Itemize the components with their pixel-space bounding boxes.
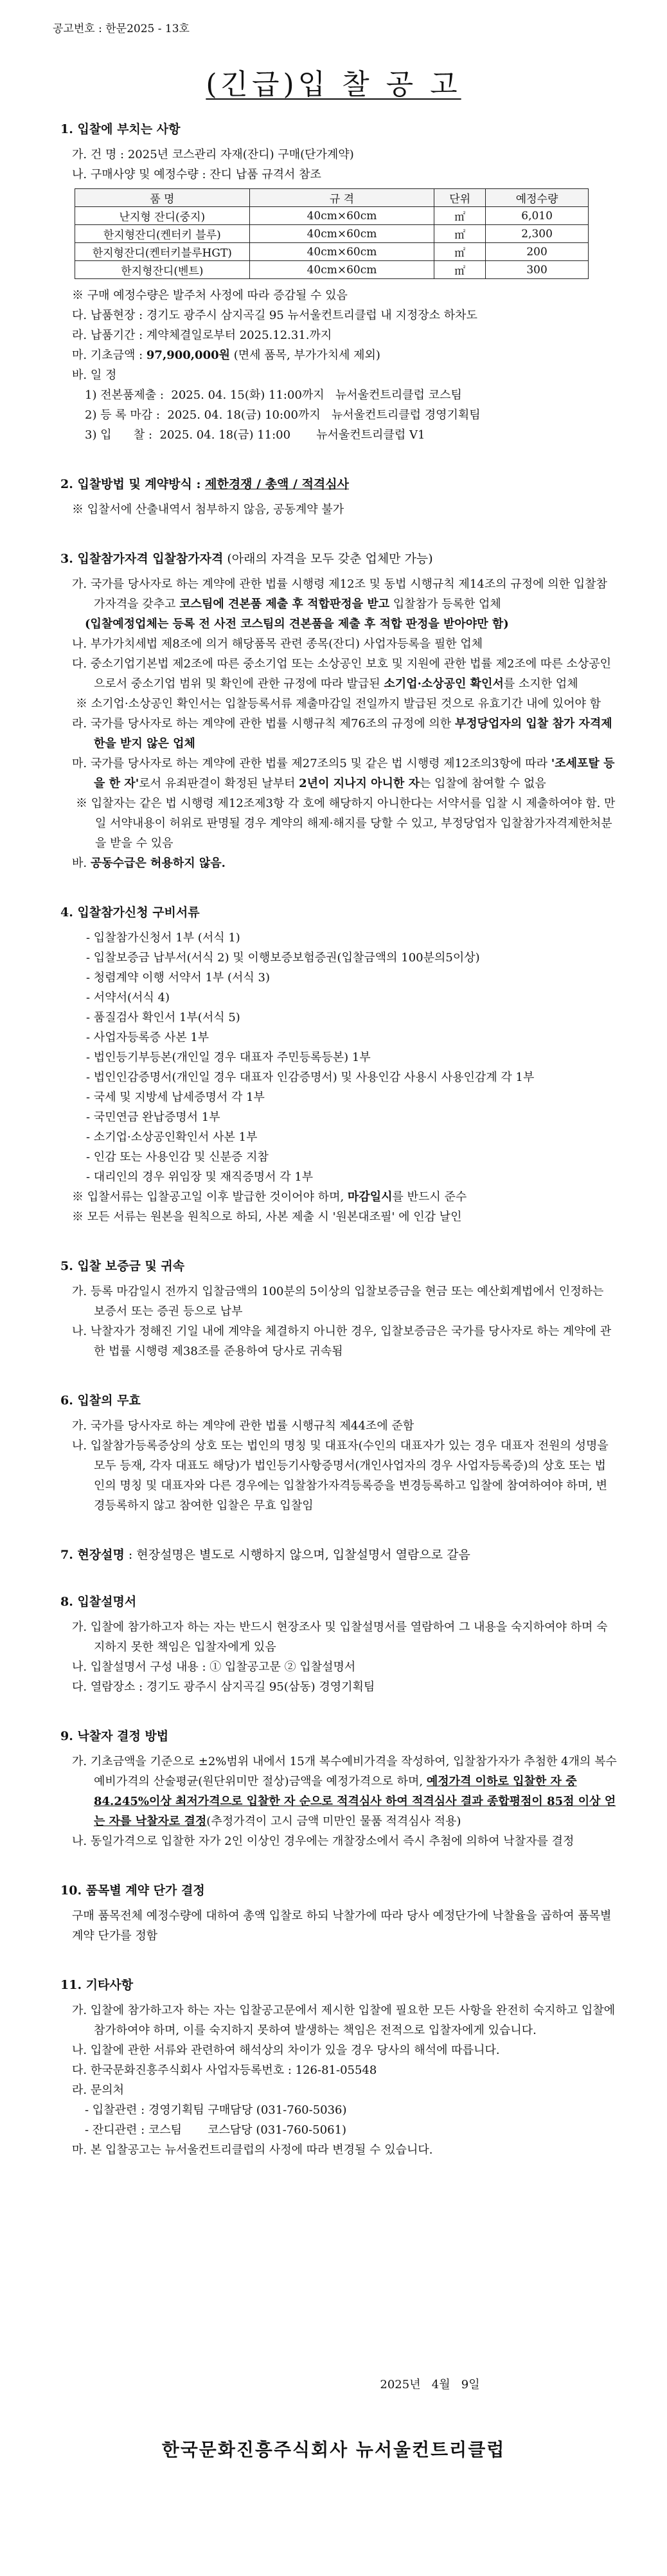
table-row <box>75 207 589 225</box>
spec-doc-na: 나. 입찰설명서 구성 내용 : ① 입찰공고문 ② 입찰설명서 <box>72 1660 356 1674</box>
col-header: 규 격 <box>249 189 434 207</box>
qualification-ma: 마. 국가를 당사자로 하는 계약에 관한 법률 제27조의5 및 같은 법 시행령 제12조의3항에 따라 '조세포탈 등을 한 자'로서 유죄판결이 확정된 날부터 2년이 지나지 아니한 자는 입찰에 참여할 수 없음 <box>72 757 615 790</box>
item-spec: 나. 구매사양 및 예정수량 : 잔디 납품 규격서 참조 <box>72 168 321 181</box>
list-item: - 인감 또는 사용인감 및 신분증 지참 <box>86 1150 269 1164</box>
misc-ga: 가. 입찰에 참가하고자 하는 자는 입찰공고문에서 제시한 입찰에 필요한 모든 사항을 완전히 숙지하고 입찰에 참가하여야 하며, 이를 숙지하지 못하여 발생하는 책임은 전적으로 입찰자에게 있습니다. <box>72 2004 616 2037</box>
page-title: (긴급)입 찰 공 고 <box>206 68 461 101</box>
delivery-site: 다. 납품현장 : 경기도 광주시 삼지곡길 95 뉴서울컨트리클럽 내 지정장소 하차도 <box>72 309 477 322</box>
notice-date: 2025년 4월 9일 <box>380 2378 480 2391</box>
cell: ㎡ <box>434 243 486 261</box>
section-2 <box>60 475 617 520</box>
list-item: - 소기업·소상공인확인서 사본 1부 <box>86 1130 258 1144</box>
list-item: - 청렴계약 이행 서약서 1부 (서식 3) <box>86 971 271 984</box>
section-8 <box>60 1592 617 1697</box>
qualification-na: 나. 부가가치세법 제8조에 의거 해당품목 관련 종목(잔디) 사업자등록을 필한 업체 <box>72 637 483 651</box>
section-2-heading: 2. 입찰방법 및 계약방식 : 제한경쟁 / 총액 / 적격심사 <box>60 477 349 491</box>
col-header: 단위 <box>434 189 486 207</box>
unit-price-text: 구매 품목전체 예정수량에 대하여 총액 입찰로 하되 낙찰가에 따라 당사 예정단가에 낙찰율을 곱하여 품목별 계약 단가를 정함 <box>72 1909 612 1943</box>
table-row <box>75 243 589 261</box>
table-header-row <box>75 189 589 207</box>
contact-turf: - 잔디관련 : 코스팀 코스담당 (031-760-5061) <box>85 2123 347 2137</box>
qualification-da-note: ※ 소기업·소상공인 확인서는 입찰등록서류 제출마감일 전일까지 발급된 것으로 유효기간 내에 있어야 함 <box>76 697 601 711</box>
table-row <box>75 261 589 279</box>
cell: 40cm×60cm <box>249 225 434 243</box>
col-header: 품 명 <box>75 189 250 207</box>
issuer-name: 한국문화진흥주식회사 뉴서울컨트리클럽 <box>161 2439 506 2460</box>
misc-ra: 라. 문의처 <box>72 2083 124 2097</box>
quantity-table <box>75 188 589 279</box>
cell: 40cm×60cm <box>249 207 434 225</box>
section-7 <box>60 1545 617 1563</box>
section-3 <box>60 549 617 873</box>
award-na: 나. 동일가격으로 입찰한 자가 2인 이상인 경우에는 개찰장소에서 즉시 추첨에 의하여 낙찰자를 결정 <box>72 1835 574 1848</box>
section-5-heading: 5. 입찰 보증금 및 귀속 <box>60 1259 185 1273</box>
section-11-heading: 11. 기타사항 <box>60 1978 134 1992</box>
list-item: - 대리인의 경우 위임장 및 재직증명서 각 1부 <box>86 1170 314 1184</box>
section-1-heading: 1. 입찰에 부치는 사항 <box>60 122 181 136</box>
delivery-period: 라. 납품기간 : 계약체결일로부터 2025.12.31.까지 <box>72 329 332 342</box>
qualification-da: 다. 중소기업기본법 제2조에 따른 중소기업 또는 소상공인 보호 및 지원에 관한 법률 제2조에 따른 소상공인으로서 중소기업 범위 및 확인에 관한 규정에 따라 발급된 소기업·소상공인 확인서를 소지한 업체 <box>72 657 612 691</box>
cell: 40cm×60cm <box>249 261 434 279</box>
schedule-label: 바. 일 정 <box>72 368 117 382</box>
schedule-item: 1) 전본품제출 : 2025. 04. 15(화) 11:00까지 뉴서울컨트리클럽 코스팀 <box>85 388 462 402</box>
item-title: 가. 건 명 : 2025년 코스관리 자재(잔디) 구매(단가계약) <box>72 148 354 161</box>
section-8-heading: 8. 입찰설명서 <box>60 1595 137 1609</box>
table-row <box>75 225 589 243</box>
qualification-ba: 바. 공동수급은 허용하지 않음. <box>72 857 226 870</box>
list-item: - 국세 및 지방세 납세증명서 각 1부 <box>86 1091 265 1104</box>
qualification-ga: 가. 국가를 당사자로 하는 계약에 관한 법률 시행령 제12조 및 동법 시행규칙 제14조의 규정에 의한 입찰참가자격을 갖추고 코스팀에 견본품 제출 후 적합판정을 받고 입찰참가 등록한 업체 <box>72 577 607 611</box>
section-3-heading: 3. 입찰참가자격 입찰참가자격 (아래의 자격을 모두 갖춘 업체만 가능) <box>60 552 433 566</box>
section-6 <box>60 1391 617 1516</box>
spec-doc-da: 다. 열람장소 : 경기도 광주시 삼지곡길 95(삼동) 경영기획팀 <box>72 1680 375 1694</box>
misc-da: 다. 한국문화진흥주식회사 사업자등록번호 : 126-81-05548 <box>72 2064 377 2077</box>
schedule-item: 2) 등 록 마감 : 2025. 04. 18(금) 10:00까지 뉴서울컨트리클럽 경영기획팀 <box>85 408 481 422</box>
section-9-heading: 9. 낙찰자 결정 방법 <box>60 1729 169 1743</box>
list-item: - 사업자등록증 사본 1부 <box>86 1031 209 1044</box>
col-header: 예정수량 <box>486 189 589 207</box>
qualification-ma-note: ※ 입찰자는 같은 법 시행령 제12조제3항 각 호에 해당하지 아니한다는 서약서를 입찰 시 제출하여야 함. 만일 서약내용이 허위로 판명될 경우 계약의 해제·해지를 당할 수 있고, 부정당업자 입찰참가자격제한처분을 받을 수 있음 <box>76 797 616 850</box>
section-11 <box>60 1975 617 2160</box>
section-1 <box>60 120 617 445</box>
cell: ㎡ <box>434 261 486 279</box>
cell: 40cm×60cm <box>249 243 434 261</box>
documents-note: ※ 입찰서류는 입찰공고일 이후 발급한 것이어야 하며, 마감일시를 반드시 준수 <box>72 1190 467 1204</box>
section-7-heading: 7. 현장설명 : 현장설명은 별도로 시행하지 않으며, 입찰설명서 열람으로 갈음 <box>60 1548 470 1562</box>
notice-body <box>60 120 617 2160</box>
qualification-ra: 라. 국가를 당사자로 하는 계약에 관한 법률 시행규칙 제76조의 규정에 의한 부정당업자의 입찰 참가 자격제한을 받지 않은 업체 <box>72 717 612 750</box>
invalid-ga: 가. 국가를 당사자로 하는 계약에 관한 법률 시행규칙 제44조에 준함 <box>72 1419 414 1433</box>
cell: 한지형잔디(벤트) <box>75 261 250 279</box>
qualification-note: (입찰예정업체는 등록 전 사전 코스팀의 견본품을 제출 후 적합 판정을 받아야만 함) <box>85 617 509 631</box>
list-item: - 입찰보증금 납부서(서식 2) 및 이행보증보험증권(입찰금액의 100분의5이상) <box>86 951 480 965</box>
cell: 6,010 <box>486 207 589 225</box>
misc-na: 나. 입찰에 관한 서류와 관련하여 해석상의 차이가 있을 경우 당사의 해석에 따릅니다. <box>72 2044 500 2057</box>
cell: 2,300 <box>486 225 589 243</box>
list-item: - 법인인감증명서(개인일 경우 대표자 인감증명서) 및 사용인감 사용시 사용인감계 각 1부 <box>86 1071 535 1084</box>
cell: 300 <box>486 261 589 279</box>
schedule-item: 3) 입 찰 : 2025. 04. 18(금) 11:00 뉴서울컨트리클럽 V1 <box>85 428 425 442</box>
section-10 <box>60 1881 617 1946</box>
spec-doc-ga: 가. 입찰에 참가하고자 하는 자는 반드시 현장조사 및 입찰설명서를 열람하여 그 내용을 숙지하여야 하며 숙지하지 못한 책임은 입찰자에게 있음 <box>72 1620 608 1654</box>
section-4-heading: 4. 입찰참가신청 구비서류 <box>60 905 200 920</box>
quantity-note: ※ 구매 예정수량은 발주처 사정에 따라 증감될 수 있음 <box>72 289 348 302</box>
notice-number: 공고번호 : 한문2025 - 13호 <box>53 23 190 35</box>
base-amount: 마. 기초금액 : 97,900,000원 (면세 품목, 부가가치세 제외) <box>72 349 380 362</box>
documents-note: ※ 모든 서류는 원본을 원칙으로 하되, 사본 제출 시 '원본대조필' 에 인감 날인 <box>72 1210 462 1224</box>
list-item: - 법인등기부등본(개인일 경우 대표자 주민등록등본) 1부 <box>86 1051 371 1064</box>
cell: 한지형잔디(켄터키 블루) <box>75 225 250 243</box>
list-item: - 서약서(서식 4) <box>86 991 170 1004</box>
list-item: - 입찰참가신청서 1부 (서식 1) <box>86 931 240 945</box>
misc-ma: 마. 본 입찰공고는 뉴서울컨트리클럽의 사정에 따라 변경될 수 있습니다. <box>72 2143 433 2157</box>
deposit-na: 나. 낙찰자가 정해진 기일 내에 계약을 체결하지 아니한 경우, 입찰보증금은 국가를 당사자로 하는 계약에 관한 법률 시행령 제38조를 준용하여 당사로 귀속됨 <box>72 1325 612 1358</box>
contact-bid: - 입찰관련 : 경영기획팀 구매담당 (031-760-5036) <box>85 2103 347 2117</box>
cell: 난지형 잔디(중지) <box>75 207 250 225</box>
list-item: - 품질검사 확인서 1부(서식 5) <box>86 1011 240 1024</box>
cell: ㎡ <box>434 207 486 225</box>
cell: 200 <box>486 243 589 261</box>
section-5 <box>60 1256 617 1361</box>
section-6-heading: 6. 입찰의 무효 <box>60 1393 141 1408</box>
section-9 <box>60 1727 617 1851</box>
cell: 한지형잔디(켄터키블루HGT) <box>75 243 250 261</box>
section-10-heading: 10. 품목별 계약 단가 결정 <box>60 1883 205 1898</box>
cell: ㎡ <box>434 225 486 243</box>
invalid-na: 나. 입찰참가등록증상의 상호 또는 법인의 명칭 및 대표자(수인의 대표자가 있는 경우 대표자 전원의 성명을 모두 등재, 각자 대표도 해당)가 법인등기사항증명서(개인사업자의 경우 사업자등록증)의 상호 또는 법인의 명칭 및 대표자와 다른 경우에는 입찰참가자격등록증을 변경등록하고 입찰에 참여하여야 하며, 변경등록하지 않고 참여한 입찰은 무효 입찰임 <box>72 1439 609 1512</box>
section-4 <box>60 903 617 1227</box>
deposit-ga: 가. 등록 마감일시 전까지 입찰금액의 100분의 5이상의 입찰보증금을 현금 또는 예산회계법에서 인정하는 보증서 또는 증권 등으로 납부 <box>72 1285 604 1318</box>
list-item: - 국민연금 완납증명서 1부 <box>86 1111 220 1124</box>
award-ga: 가. 기초금액을 기준으로 ±2%범위 내에서 15개 복수예비가격을 작성하여, 입찰참가자가 추첨한 4개의 복수예비가격의 산술평균(원단위미만 절상)금액을 예정가격으로 하며, 예정가격 이하로 입찰한 자 중 84.245%이상 최저가격으로 입찰한 자 순으로 적격심사 하여 적격심사 결과 종합평점이 85점 이상 얻는 자를 낙찰자로 결정(추정가격이 고시 금액 미만인 물품 적격심사 적용) <box>72 1755 617 1828</box>
method-note: ※ 입찰서에 산출내역서 첨부하지 않음, 공동계약 불가 <box>72 503 344 516</box>
